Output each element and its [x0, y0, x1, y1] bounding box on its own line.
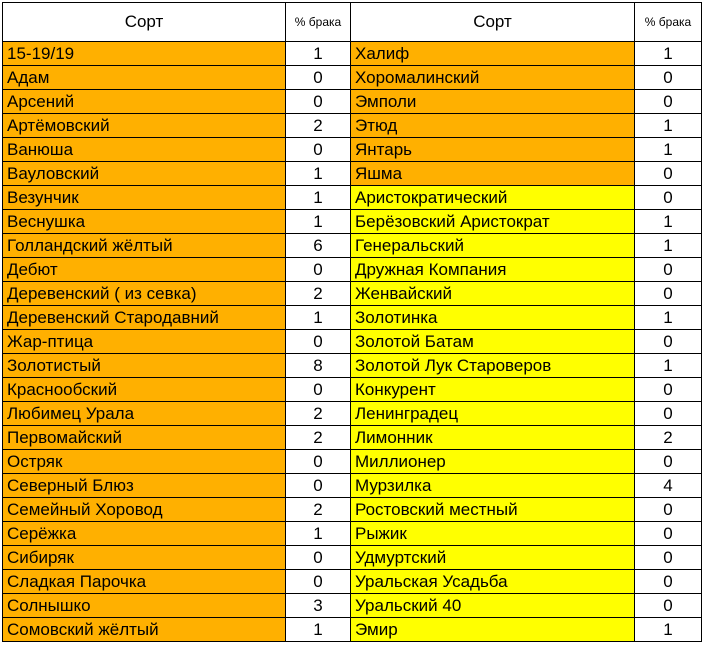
- variety-name-cell: Голландский жёлтый: [3, 234, 286, 258]
- variety-name-cell: Дружная Компания: [351, 258, 635, 282]
- header-right-variety: Сорт: [351, 3, 635, 42]
- table-row: [3, 42, 702, 66]
- defect-percent-cell: 4: [635, 474, 702, 498]
- defect-percent-cell: 1: [286, 162, 351, 186]
- defect-percent-cell: 0: [286, 450, 351, 474]
- defect-percent-cell: 2: [286, 426, 351, 450]
- table-row: [3, 522, 702, 546]
- variety-name-cell: Лимонник: [351, 426, 635, 450]
- table-row: [3, 90, 702, 114]
- header-left-variety: Сорт: [3, 3, 286, 42]
- variety-name-cell: Остряк: [3, 450, 286, 474]
- variety-name-cell: Конкурент: [351, 378, 635, 402]
- defect-percent-cell: 0: [635, 282, 702, 306]
- variety-name-cell: Янтарь: [351, 138, 635, 162]
- variety-name-cell: Краснообский: [3, 378, 286, 402]
- defect-percent-cell: 0: [635, 594, 702, 618]
- defect-percent-cell: 1: [635, 138, 702, 162]
- variety-name-cell: Солнышко: [3, 594, 286, 618]
- variety-name-cell: Первомайский: [3, 426, 286, 450]
- table-row: [3, 114, 702, 138]
- table-row: [3, 498, 702, 522]
- defect-percent-cell: 1: [635, 114, 702, 138]
- variety-name-cell: Сибиряк: [3, 546, 286, 570]
- variety-name-cell: Везунчик: [3, 186, 286, 210]
- table-row: [3, 306, 702, 330]
- variety-name-cell: Миллионер: [351, 450, 635, 474]
- variety-name-cell: Деревенский ( из севка): [3, 282, 286, 306]
- variety-name-cell: Аристократический: [351, 186, 635, 210]
- defect-percent-cell: 1: [286, 186, 351, 210]
- table-row: [3, 282, 702, 306]
- table-row: [3, 570, 702, 594]
- defect-percent-cell: 0: [635, 522, 702, 546]
- variety-name-cell: Золотой Батам: [351, 330, 635, 354]
- variety-name-cell: Женвайский: [351, 282, 635, 306]
- variety-name-cell: Рыжик: [351, 522, 635, 546]
- defect-percent-cell: 0: [635, 378, 702, 402]
- variety-name-cell: Деревенский Стародавний: [3, 306, 286, 330]
- defect-percent-cell: 0: [635, 90, 702, 114]
- defect-percent-cell: 1: [286, 618, 351, 642]
- defect-percent-cell: 0: [635, 66, 702, 90]
- defect-percent-cell: 0: [286, 138, 351, 162]
- variety-name-cell: Ленинградец: [351, 402, 635, 426]
- variety-name-cell: Удмуртский: [351, 546, 635, 570]
- defect-percent-cell: 2: [286, 114, 351, 138]
- variety-name-cell: Яшма: [351, 162, 635, 186]
- table-row: [3, 546, 702, 570]
- table-row: [3, 162, 702, 186]
- defect-percent-cell: 1: [635, 306, 702, 330]
- table-row: [3, 378, 702, 402]
- defect-percent-cell: 2: [286, 402, 351, 426]
- table-row: [3, 66, 702, 90]
- variety-name-cell: Уральский 40: [351, 594, 635, 618]
- table-row: [3, 618, 702, 642]
- table-row: [3, 474, 702, 498]
- defect-percent-cell: 0: [635, 330, 702, 354]
- defect-percent-cell: 6: [286, 234, 351, 258]
- variety-name-cell: 15-19/19: [3, 42, 286, 66]
- onion-varieties-table: [2, 2, 702, 642]
- defect-percent-cell: 0: [286, 378, 351, 402]
- defect-percent-cell: 0: [635, 162, 702, 186]
- defect-percent-cell: 1: [286, 210, 351, 234]
- defect-percent-cell: 0: [635, 498, 702, 522]
- variety-name-cell: Золотинка: [351, 306, 635, 330]
- defect-percent-cell: 0: [286, 570, 351, 594]
- defect-percent-cell: 0: [286, 546, 351, 570]
- variety-name-cell: Любимец Урала: [3, 402, 286, 426]
- table-row: [3, 210, 702, 234]
- variety-name-cell: Сладкая Парочка: [3, 570, 286, 594]
- defect-percent-cell: 0: [635, 450, 702, 474]
- variety-name-cell: Дебют: [3, 258, 286, 282]
- defect-percent-cell: 1: [286, 42, 351, 66]
- header-left-defect: % брака: [286, 3, 351, 42]
- variety-name-cell: Семейный Хоровод: [3, 498, 286, 522]
- variety-name-cell: Хоромалинский: [351, 66, 635, 90]
- defect-percent-cell: 0: [286, 474, 351, 498]
- defect-percent-cell: 2: [286, 282, 351, 306]
- table-row: [3, 594, 702, 618]
- variety-name-cell: Берёзовский Аристократ: [351, 210, 635, 234]
- variety-name-cell: Жар-птица: [3, 330, 286, 354]
- header-right-defect: % брака: [635, 3, 702, 42]
- defect-percent-cell: 0: [635, 258, 702, 282]
- table-row: [3, 402, 702, 426]
- table-row: [3, 234, 702, 258]
- defect-percent-cell: 1: [635, 234, 702, 258]
- variety-name-cell: Ростовский местный: [351, 498, 635, 522]
- table-row: [3, 258, 702, 282]
- variety-name-cell: Генеральский: [351, 234, 635, 258]
- variety-name-cell: Вауловский: [3, 162, 286, 186]
- table-row: [3, 354, 702, 378]
- variety-name-cell: Артёмовский: [3, 114, 286, 138]
- variety-name-cell: Уральская Усадьба: [351, 570, 635, 594]
- variety-name-cell: Адам: [3, 66, 286, 90]
- defect-percent-cell: 2: [635, 426, 702, 450]
- defect-percent-cell: 1: [286, 306, 351, 330]
- defect-percent-cell: 0: [635, 546, 702, 570]
- defect-percent-cell: 0: [635, 402, 702, 426]
- defect-percent-cell: 0: [635, 186, 702, 210]
- defect-percent-cell: 1: [286, 522, 351, 546]
- table-row: [3, 330, 702, 354]
- defect-percent-cell: 0: [635, 570, 702, 594]
- variety-name-cell: Золотой Лук Староверов: [351, 354, 635, 378]
- variety-name-cell: Эмир: [351, 618, 635, 642]
- defect-percent-cell: 1: [635, 618, 702, 642]
- defect-percent-cell: 1: [635, 354, 702, 378]
- variety-name-cell: Арсений: [3, 90, 286, 114]
- defect-percent-cell: 1: [635, 42, 702, 66]
- header-row: [3, 3, 702, 42]
- variety-name-cell: Серёжка: [3, 522, 286, 546]
- defect-percent-cell: 2: [286, 498, 351, 522]
- table-row: [3, 186, 702, 210]
- variety-name-cell: Веснушка: [3, 210, 286, 234]
- defect-percent-cell: 8: [286, 354, 351, 378]
- defect-percent-cell: 1: [635, 210, 702, 234]
- variety-name-cell: Мурзилка: [351, 474, 635, 498]
- variety-name-cell: Сомовский жёлтый: [3, 618, 286, 642]
- variety-name-cell: Эмполи: [351, 90, 635, 114]
- variety-name-cell: Золотистый: [3, 354, 286, 378]
- variety-name-cell: Северный Блюз: [3, 474, 286, 498]
- table-row: [3, 138, 702, 162]
- variety-name-cell: Халиф: [351, 42, 635, 66]
- variety-name-cell: Ванюша: [3, 138, 286, 162]
- defect-percent-cell: 3: [286, 594, 351, 618]
- table-row: [3, 426, 702, 450]
- table-row: [3, 450, 702, 474]
- variety-name-cell: Этюд: [351, 114, 635, 138]
- defect-percent-cell: 0: [286, 330, 351, 354]
- defect-percent-cell: 0: [286, 66, 351, 90]
- defect-percent-cell: 0: [286, 258, 351, 282]
- defect-percent-cell: 0: [286, 90, 351, 114]
